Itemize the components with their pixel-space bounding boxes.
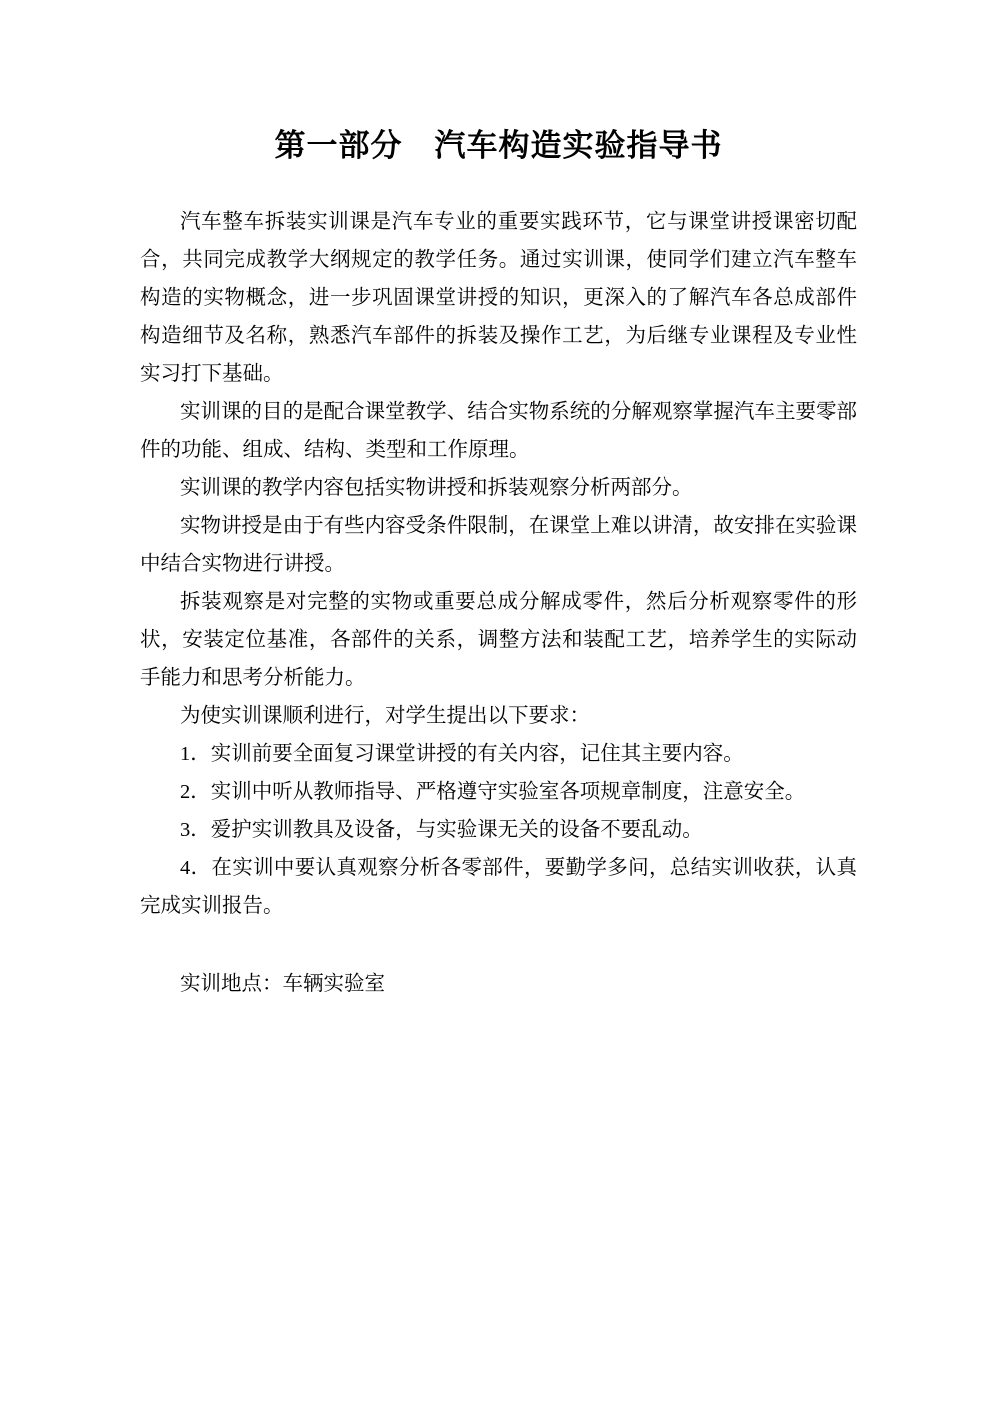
document-body — [140, 203, 857, 1003]
requirement-item-4: 4．在实训中要认真观察分析各零部件，要勤学多问，总结实训收获，认真完成实训报告。 — [140, 857, 857, 917]
requirement-item-3: 3．爱护实训教具及设备，与实验课无关的设备不要乱动。 — [180, 819, 703, 841]
requirement-item-1: 1．实训前要全面复习课堂讲授的有关内容，记住其主要内容。 — [180, 743, 744, 765]
paragraph-disassembly-observation: 拆装观察是对完整的实物或重要总成分解成零件，然后分析观察零件的形状，安装定位基准，各部件的关系，调整方法和装配工艺，培养学生的实际动手能力和思考分析能力。 — [140, 591, 857, 689]
paragraph-requirements-intro: 为使实训课顺利进行，对学生提出以下要求： — [180, 705, 590, 727]
training-location-line: 实训地点：车辆实验室 — [180, 973, 385, 995]
paragraph-course-purpose: 实训课的目的是配合课堂教学、结合实物系统的分解观察掌握汽车主要零部件的功能、组成、结构、类型和工作原理。 — [140, 401, 857, 461]
page-title: 第一部分 汽车构造实验指导书 — [274, 128, 723, 163]
paragraph-teaching-content: 实训课的教学内容包括实物讲授和拆装观察分析两部分。 — [180, 477, 693, 499]
paragraph-course-overview: 汽车整车拆装实训课是汽车专业的重要实践环节，它与课堂讲授课密切配合，共同完成教学大纲规定的教学任务。通过实训课，使同学们建立汽车整车构造的实物概念，进一步巩固课堂讲授的知识，更深入的了解汽车各总成部件构造细节及名称，熟悉汽车部件的拆装及操作工艺，为后继专业课程及专业性实习打下基础。 — [140, 211, 857, 385]
paragraph-physical-lecture: 实物讲授是由于有些内容受条件限制，在课堂上难以讲清，故安排在实验课中结合实物进行讲授。 — [140, 515, 857, 575]
requirement-item-2: 2．实训中听从教师指导、严格遵守实验室各项规章制度，注意安全。 — [180, 781, 806, 803]
